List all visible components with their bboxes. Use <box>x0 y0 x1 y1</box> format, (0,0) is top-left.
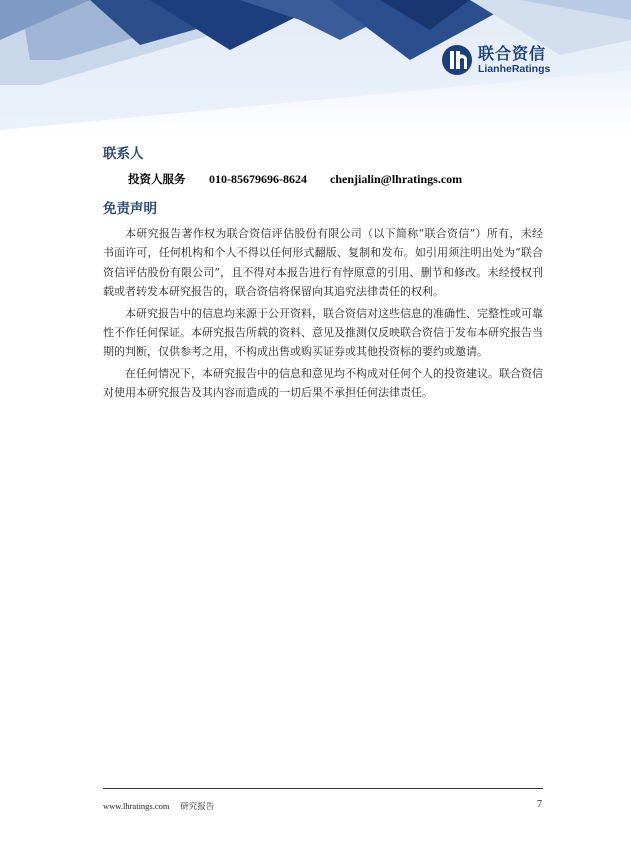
disclaimer-heading: 免责声明 <box>103 201 157 217</box>
contact-heading: 联系人 <box>103 146 144 162</box>
disclaimer-body <box>103 224 543 405</box>
disclaimer-paragraph: 在任何情况下，本研究报告中的信息和意见均不构成对任何个人的投资建议。联合资信对使用本研究报告及其内容而造成的一切后果不承担任何法律责任。 <box>103 366 543 400</box>
page-number: 7 <box>537 799 542 810</box>
contact-label: 投资人服务 <box>128 172 186 186</box>
contact-email: chenjialin@lhratings.com <box>330 172 463 186</box>
logo-chinese-name: 联合资信 <box>478 44 547 63</box>
footer-doc-type: 研究报告 <box>180 802 215 812</box>
footer-info <box>103 800 214 812</box>
lianhe-logo-icon <box>441 44 473 76</box>
disclaimer-paragraph: 本研究报告著作权为联合资信评估股份有限公司（以下简称“联合资信”）所有，未经书面许可，任何机构和个人不得以任何形式翻版、复制和发布。如引用须注明出处为“联合资信评估股份有限公司”，且不得对本报告进行有悖原意的引用、删节和修改。未经授权刊载或者转发本研究报告的，联合资信将保留向其追究法律责任的权利。 <box>103 227 543 299</box>
contact-phone: 010-85679696-8624 <box>209 172 307 186</box>
company-logo <box>441 44 550 76</box>
footer-website: www.lhratings.com <box>103 801 170 811</box>
logo-english-name: LianheRatings <box>478 63 551 75</box>
contact-info <box>128 171 462 187</box>
footer-divider <box>103 788 543 789</box>
logo-text <box>478 45 550 75</box>
disclaimer-paragraph: 本研究报告中的信息均来源于公开资料，联合资信对这些信息的准确性、完整性或可靠性不作任何保证。本研究报告所载的资料、意见及推测仅反映联合资信于发布本研究报告当期的判断，仅供参考之用，不构成出售或购买证券或其他投资标的要约或邀请。 <box>103 306 543 359</box>
